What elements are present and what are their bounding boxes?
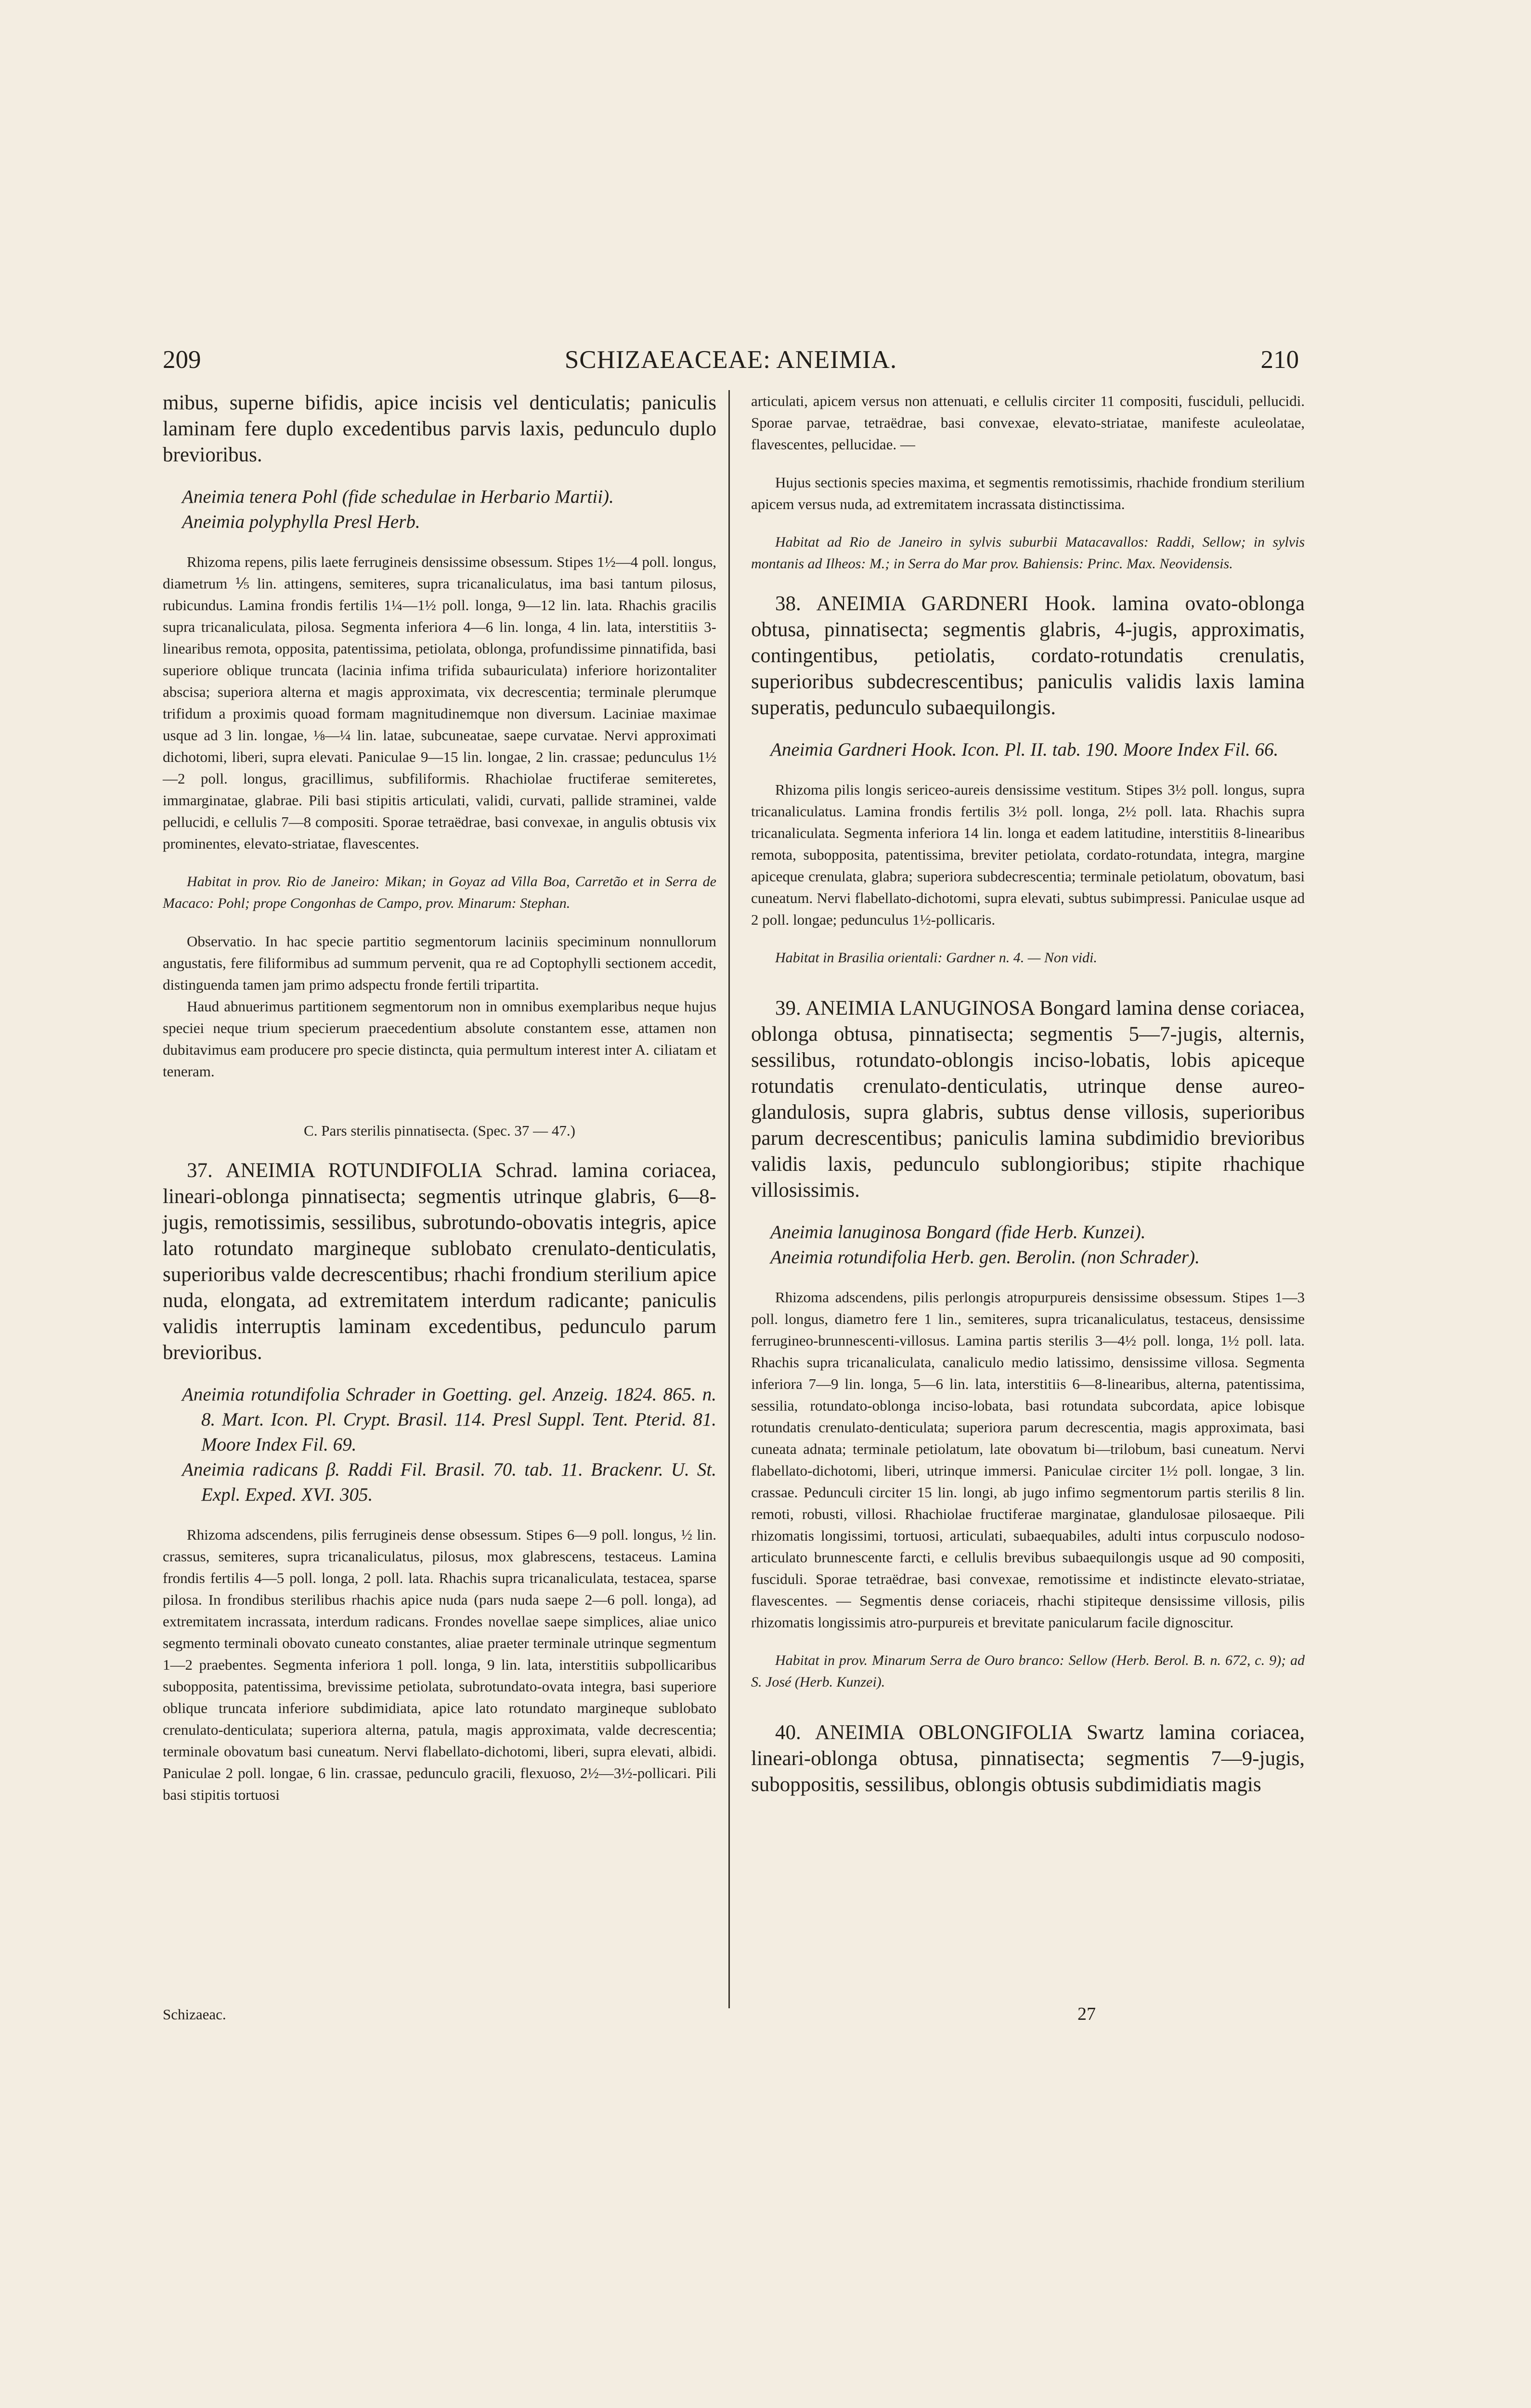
species-39: 39. ANEIMIA LANUGINOSA Bongard lamina dense coriacea, oblonga obtusa, pinnatisecta; segmentis 5—7-jugis, alternis, sessilibus, rotundato-oblongis inciso-lobatis, lobis apiceque rotundatis crenulato-denticulatis, utrinque dense aureo-glandulosis, supra glabris, subtus dense villosis, superioribus parum decrescentibus; paniculis lamina subdimidio brevioribus validis laxis, pedunculo sublongioribus; stipite rhachique villosissimis.	[751, 997, 1305, 1202]
synonym: Aneimia tenera Pohl (fide schedulae in Herbario Martii).	[182, 486, 614, 507]
left-column	[163, 390, 716, 1806]
synonym: Aneimia radicans β. Raddi Fil. Brasil. 70. tab. 11. Brackenr. U. St. Expl. Exped. XVI. 305.	[182, 1459, 716, 1505]
section-heading: C. Pars sterilis pinnatisecta. (Spec. 37 — 47.)	[304, 1122, 575, 1139]
synonym: Aneimia lanuginosa Bongard (fide Herb. Kunzei).	[770, 1222, 1146, 1243]
species-40: 40. ANEIMIA OBLONGIFOLIA Swartz lamina coriacea, lineari-oblonga obtusa, pinnatisecta; segmentis 7—9-jugis, suboppositis, sessilibus, oblongis obtusis subdimidiatis magis	[751, 1721, 1305, 1796]
signature-mark: Schizaeac.	[163, 2006, 226, 2023]
page-signature-number: 27	[1077, 2004, 1096, 2024]
paragraph: Hujus sectionis species maxima, et segmentis remotissimis, rhachide frondium sterilium apicem versus nuda, ad extremitatem incrassata distinctissima.	[751, 474, 1305, 512]
species-37: 37. ANEIMIA ROTUNDIFOLIA Schrad. lamina coriacea, lineari-oblonga pinnatisecta; segmentis utrinque glabris, 6—8-jugis, remotissimis, sessilibus, subrotundo-obovatis integris, apice lato rotundato margineque sublobato crenulato-denticulatis, superioribus valde decrescentibus; rhachi frondium sterilium apice nuda, elongata, ad extremitatem interdum radicante; paniculis validis interruptis laminam excedentibus, pedunculo parum brevioribus.	[163, 1159, 716, 1364]
habitat: Habitat in Brasilia orientali: Gardner n. 4. — Non vidi.	[775, 950, 1097, 966]
page-number-right: 210	[1260, 346, 1299, 374]
habitat: Habitat in prov. Minarum Serra de Ouro branco: Sellow (Herb. Berol. B. n. 672, c. 9); ad S. José (Herb. Kunzei).	[751, 1652, 1305, 1690]
description: articulati, apicem versus non attenuati, e cellulis circiter 11 compositi, fusciduli, pellucidi. Sporae parvae, tetraëdrae, basi convexae, elevato-striatae, manifeste aculeolatae, flavescentes, pellucidae. —	[751, 393, 1305, 453]
column-divider	[728, 390, 730, 2008]
synonym: Aneimia rotundifolia Herb. gen. Berolin. (non Schrader).	[770, 1247, 1200, 1268]
synonym: Aneimia Gardneri Hook. Icon. Pl. II. tab. 190. Moore Index Fil. 66.	[770, 739, 1279, 760]
description: Rhizoma pilis longis sericeo-aureis densissime vestitum. Stipes 3½ poll. longus, supra tricanaliculatus. Lamina frondis fertilis 3½ poll. longa, 2½ poll. lata. Rhachis supra tricanaliculata. Segmenta inferiora 14 lin. longa et eadem latitudine, interstitiis 8-linearibus remota, subopposita, patentissima, breviter petiolata, cordato-rotundata, integra, margine apiceque crenulata, glabra; superiora subdecrescentia; terminale petiolatum, obovatum, basi cuneatum. Nervi flabellato-dichotomi, supra elevati, subtus subimpressi. Paniculae usque ad 2 poll. longae; pedunculus 1½-pollicaris.	[751, 781, 1305, 928]
observation: Observatio. In hac specie partitio segmentorum laciniis speciminum nonnullorum angustatis, fere filiformibus ad summum pervenit, qua re ad Coptophylli sectionem accedit, distinguenda tamen jam primo adspectu fronde fertili tripartita.	[163, 933, 716, 993]
synonym: Aneimia rotundifolia Schrader in Goetting. gel. Anzeig. 1824. 865. n. 8. Mart. Icon. Pl. Crypt. Brasil. 114. Presl Suppl. Tent. Pterid. 81. Moore Index Fil. 69.	[182, 1384, 716, 1455]
page-number-left: 209	[163, 346, 201, 374]
habitat: Habitat ad Rio de Janeiro in sylvis suburbii Matacavallos: Raddi, Sellow; in sylvis montanis ad Ilheos: M.; in Serra do Mar prov. Bahiensis: Princ. Max. Neovidensis.	[751, 534, 1305, 572]
paragraph: mibus, superne bifidis, apice incisis vel denticulatis; paniculis laminam fere duplo excedentibus parvis laxis, pedunculo duplo brevioribus.	[163, 392, 716, 466]
observation: Haud abnuerimus partitionem segmentorum non in omnibus exemplaribus neque hujus speciei neque trium specierum praecedentium absolute constantem esse, attamen non dubitavimus eam producere pro specie distincta, quia permultum interest inter A. ciliatam et teneram.	[163, 998, 716, 1080]
description: Rhizoma adscendens, pilis perlongis atropurpureis densissime obsessum. Stipes 1—3 poll. longus, diametro fere 1 lin., semiteres, supra tricanaliculatus, testaceus, densissime ferrugineo-brunnescenti-villosus. Lamina partis sterilis 3—4½ poll. longa, 1½ poll. lata. Rhachis supra tricanaliculata, canaliculo medio latissimo, densissime villosa. Segmenta inferiora 7—9 lin. longa, 5—6 lin. lata, interstitiis 6—8-linearibus, alterna, patentissima, sessilia, rotundato-oblonga inciso-lobata, basi rotundata subcordata, apice lobisque rotundatis crenulato-denticulata; superiora parum decrescentia, magis approximata, basi cuneata adnata; terminale petiolatum, late obovatum bi—trilobum, basi cuneatum. Nervi flabellato-dichotomi, liberi, utrinque immersi. Paniculae circiter 1½ poll. longae, 3 lin. crassae. Pedunculi circiter 15 lin. longi, ab jugo infimo segmentorum partis sterilis 8 lin. remoti, robusti, villosi. Rhachiolae fructiferae marginatae, glandulosae pilosaeque. Pili rhizomatis longissimi, tortuosi, articulati, subaequabiles, adulti intus corpusculo nodoso-articulato brunnescente farcti, e cellulis brevibus subaequilongis usque ad 90 compositi, fusciduli. Sporae tetraëdrae, basi convexae, remotissime et indistincte elevato-striatae, flavescentes. — Segmentis dense coriaceis, rhachi stipiteque densissime villosis, pilis rhizomatis longissimis atro-purpureis et brevitate panicularum facile dignoscitur.	[751, 1289, 1305, 1631]
right-column	[751, 390, 1305, 1798]
page-header	[163, 343, 1299, 377]
description: Rhizoma repens, pilis laete ferrugineis densissime obsessum. Stipes 1½—4 poll. longus, diametrum ⅕ lin. attingens, semiteres, supra tricanaliculatus, ima basi tantum pilosus, rubicundus. Lamina frondis fertilis 1¼—1½ poll. longa, 9—12 lin. lata. Rhachis gracilis supra tricanaliculata, pilosa. Segmenta inferiora 4—6 lin. longa, 4 lin. lata, interstitiis 3-linearibus remota, opposita, patentissima, petiolata, oblonga, profundissime pinnatifida, basi superiore oblique truncata (lacinia infima trifida subauriculata) inferiore horizontaliter abscisa; superiora alterna et magis approximata, vix decrescentia; terminale plerumque trifidum a proximis quoad formam magnitudinemque non diversum. Laciniae maximae usque ad 3 lin. longae, ⅛—¼ lin. latae, subcuneatae, saepe curvatae. Nervi approximati dichotomi, liberi, supra elevati. Paniculae 9—15 lin. longae, 2 lin. crassae; pedunculus 1½—2 poll. longus, gracillimus, subfiliformis. Rhachiolae fructiferae semiteretes, immarginatae, glabrae. Pili basi stipitis articulati, validi, curvati, pallide straminei, valde pellucidi, e cellulis 7—8 compositi. Sporae tetraëdrae, basi convexae, in angulis obtusis vix prominentes, elevato-striatae, flavescentes.	[163, 553, 716, 852]
habitat: Habitat in prov. Rio de Janeiro: Mikan; in Goyaz ad Villa Boa, Carretão et in Serra de Macaco: Pohl; prope Congonhas de Campo, prov. Minarum: Stephan.	[163, 874, 716, 911]
species-38: 38. ANEIMIA GARDNERI Hook. lamina ovato-oblonga obtusa, pinnatisecta; segmentis glabris, 4-jugis, approximatis, contingentibus, petiolatis, cordato-rotundatis crenulatis, superioribus subdecrescentibus; paniculis validis laxis lamina superatis, pedunculo subaequilongis.	[751, 592, 1305, 719]
synonym: Aneimia polyphylla Presl Herb.	[182, 511, 420, 532]
running-title: SCHIZAEACEAE: ANEIMIA.	[564, 346, 897, 374]
description: Rhizoma adscendens, pilis ferrugineis dense obsessum. Stipes 6—9 poll. longus, ½ lin. crassus, semiteres, supra tricanaliculatus, pilosus, mox glabrescens, testaceus. Lamina frondis fertilis 4—5 poll. longa, 2 poll. lata. Rhachis supra tricanaliculata, testacea, sparse pilosa. In frondibus sterilibus rhachis apice nuda (pars nuda saepe 2—6 poll. longa), ad extremitatem incrassata, interdum radicans. Frondes novellae saepe simplices, aliae unico segmento terminali obovato cuneato constantes, aliae praeter terminale utrinque segmentum 1—2 praebentes. Segmenta inferiora 1 poll. longa, 9 lin. lata, interstitiis subpollicaribus subopposita, patentissima, brevissime petiolata, subrotundato-ovata integra, basi superiore oblique truncata inferiore subdimidiata, apice lato rotundato margineque sublobato crenulato-denticulata; superiora alterna, patula, magis approximata, valde decrescentia; terminale obovatum basi cuneatum. Nervi flabellato-dichotomi, liberi, supra elevati, albidi. Paniculae 2 poll. longae, 6 lin. crassae, pedunculo gracili, flexuoso, 2½—3½-pollicari. Pili basi stipitis tortuosi	[163, 1526, 716, 1803]
